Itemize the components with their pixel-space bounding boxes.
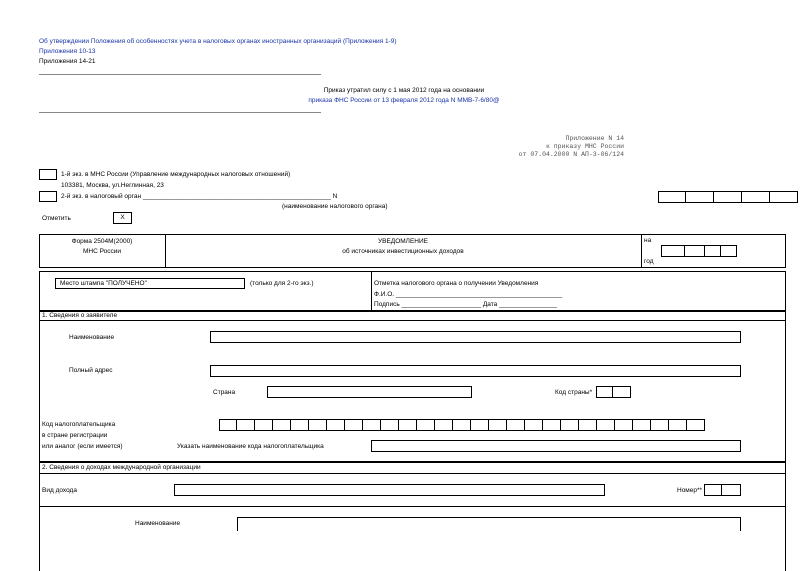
link-regulation[interactable]: Об утверждении Положения об особенностях учета в налоговых органах иностранных организаций (Приложения 1-9) [39, 38, 397, 45]
tax-code-name-field[interactable] [371, 440, 741, 452]
stamp-box: Место штампа "ПОЛУЧЕНО" [55, 278, 245, 289]
receipt-label: Отметка налогового органа о получении Уведомления [374, 280, 539, 287]
tax-code-label-3: или аналог (если имеется) [42, 443, 123, 450]
organ-hint: (наименование налогового органа) [282, 203, 388, 210]
mark-checkbox[interactable]: X [113, 212, 132, 224]
divider [641, 234, 642, 268]
income-type-field[interactable] [174, 484, 605, 496]
year-cells[interactable] [661, 245, 737, 257]
section2-title: 2. Сведения о доходах международной организации [42, 464, 201, 471]
name-label: Наименование [69, 334, 115, 341]
tax-code-name-label: Указать наименование кода налогоплательщика [177, 443, 324, 450]
appendix-line3: от 07.04.2000 N АП-3-06/124 [518, 151, 624, 158]
country-label: Страна [213, 389, 236, 396]
appendix-line2: к приказу МНС России [545, 143, 624, 150]
year-label: год [644, 258, 654, 265]
link-appendix-10-13[interactable]: Приложения 10-13 [39, 48, 96, 55]
organ-number-cells[interactable] [658, 191, 798, 203]
fio-field[interactable]: Ф.И.О. ______________________________________________ [374, 291, 563, 298]
divider [39, 74, 321, 75]
form-title: УВЕДОМЛЕНИЕ [378, 238, 428, 245]
form-code: Форма 2504М(2000) [71, 238, 133, 245]
country-code-cells[interactable] [596, 386, 631, 398]
link-repeal-order[interactable]: приказа ФНС России от 13 февраля 2012 года N ММВ-7-6/80@ [308, 97, 500, 104]
tax-code-label-1: Код налогоплательщика [42, 421, 116, 428]
sign-date-field[interactable]: Подпись ______________________ Дата ________________ [374, 301, 557, 308]
number-cells[interactable] [704, 484, 741, 496]
mark-label: Отметить [42, 215, 71, 222]
copy2-label: 2-й экз. в налоговый орган ____________________________________________________ N [61, 193, 338, 200]
on-label: на [644, 237, 652, 244]
form-subtitle: об источниках инвестиционных доходов [342, 248, 464, 255]
address-label: Полный адрес [69, 367, 113, 374]
tax-code-cells[interactable] [219, 419, 705, 431]
copy1-label: 1-й экз. в МНС России (Управление международных налоговых отношений) [61, 171, 291, 178]
section1-title: 1. Сведения о заявителе [42, 312, 118, 319]
income-type-label: Вид дохода [42, 487, 77, 494]
tax-code-label-2: в стране регистрации [42, 432, 108, 439]
country-field[interactable] [267, 386, 472, 398]
divider [39, 112, 321, 113]
appendix-line1: Приложение N 14 [565, 135, 624, 142]
divider [39, 473, 786, 474]
org-name-label: Наименование [135, 520, 181, 527]
divider [39, 320, 786, 321]
divider [39, 506, 786, 507]
address-field[interactable] [210, 365, 741, 377]
only-second-copy: (только для 2-го экз.) [250, 280, 314, 287]
copy1-checkbox[interactable] [39, 169, 57, 180]
address-label: 103381, Москва, ул.Неглинная, 23 [61, 182, 164, 189]
copy2-checkbox[interactable] [39, 191, 57, 202]
org-name-field[interactable] [237, 517, 741, 531]
form-ministry: МНС России [82, 248, 122, 255]
number-label: Номер** [677, 487, 703, 494]
name-field[interactable] [210, 331, 741, 343]
repeal-notice: Приказ утратил силу с 1 мая 2012 года на основании [323, 87, 485, 94]
appendix-14-21-label: Приложения 14-21 [39, 58, 96, 65]
appendix-ref [440, 135, 624, 159]
divider [371, 271, 372, 311]
country-code-label: Код страны* [555, 389, 593, 396]
